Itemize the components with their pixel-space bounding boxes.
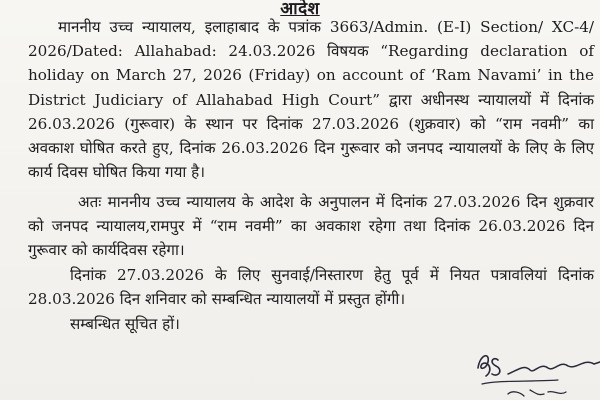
paragraph-3: दिनांक 27.03.2026 के लिए सुनवाई/निस्तारण हेतु पूर्व में नियत पत्रावलियां दिनांक 28.03.2026 दिन शनिवार को सम्बन्धित न्यायालयों में प्रस्तुत होंगी। <box>28 266 594 309</box>
order-title: आदेश <box>280 0 320 19</box>
handwritten-signature <box>468 340 600 400</box>
paragraph-2: अतः माननीय उच्च न्यायालय के आदेश के अनुपालन में दिनांक 27.03.2026 दिन शुक्रवार को जनपद न्यायालय,रामपुर में “राम नवमी” का अवकाश रहेगा तथा दिनांक 26.03.2026 दिन गुरूवार को कार्यदिवस रहेगा। <box>28 193 594 260</box>
paragraph-1: माननीय उच्च न्यायालय, इलाहाबाद के पत्रांक 3663/Admin. (E-I) Section/ XC-4/ 2026/Dated: Allahabad: 24.03.2026 विषयक “Regarding declaration of holiday on March 27, 2026 (Friday) on account of ‘Ram Navami’ in the District Judiciary of Allahabad High Court” द्वारा अधीनस्थ न्यायालयों में दिनांक 26.03.2026 (गुरूवार) के स्थान पर दिनांक 27.03.2026 (शुक्रवार) को “राम नवमी” का अवकाश घोषित करते हुए, दिनांक 26.03.2026 दिन गुरूवार को जनपद न्यायालयों के लिए के लिए कार्य दिवस घोषित किया गया है। <box>28 18 594 182</box>
paragraph-4: सम्बन्धित सूचित हों। <box>70 315 180 333</box>
